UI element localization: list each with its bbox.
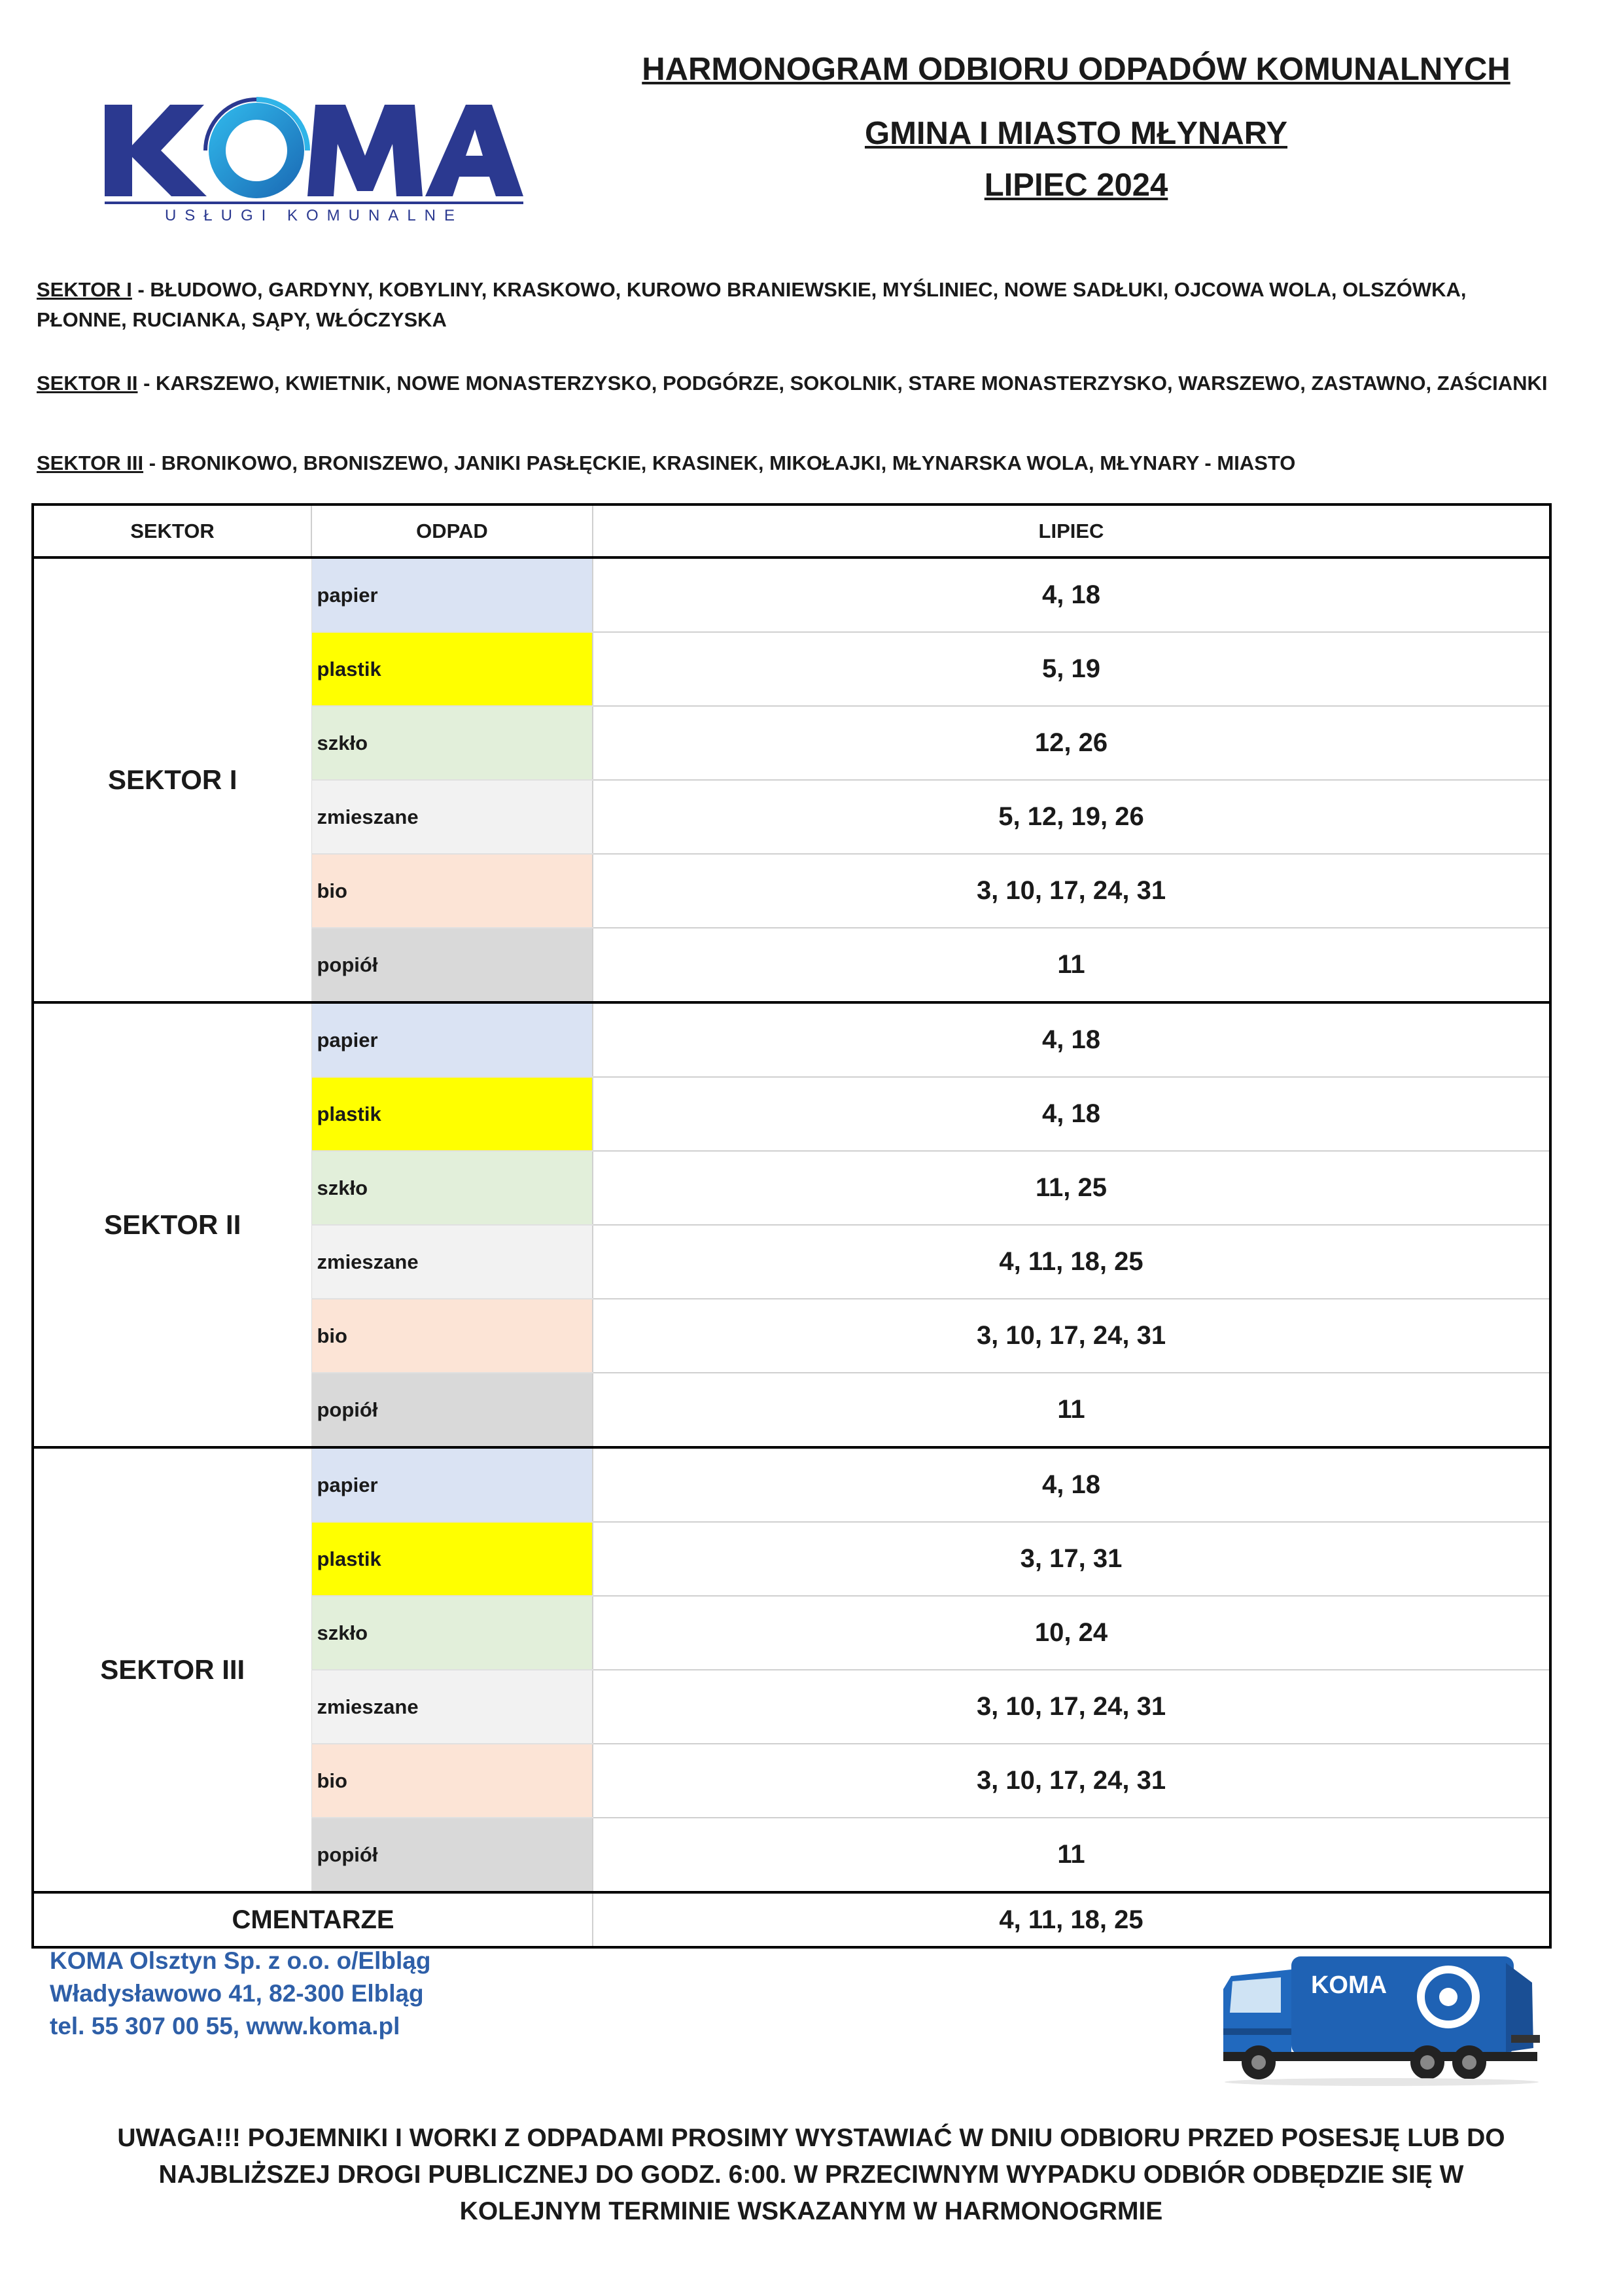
pickup-dates-cell: 5, 19 [593,632,1550,706]
waste-type-cell: papier [311,557,593,632]
waste-type-cell: popiół [311,1373,593,1447]
sector-1-label: SEKTOR I [37,278,132,301]
sector-cell: SEKTOR III [33,1447,311,1892]
waste-type-cell: plastik [311,1077,593,1151]
notice-line-3: KOLEJNYM TERMINIE WSKAZANYM W HARMONOGRMIE [459,2197,1163,2225]
notice-line-2: NAJBLIŻSZEJ DROGI PUBLICZNEJ DO GODZ. 6:00. W PRZECIWNYM WYPADKU ODBIÓR ODBĘDZIE SIĘ W [158,2161,1464,2189]
waste-type-cell: papier [311,1447,593,1522]
pickup-dates-cell: 3, 10, 17, 24, 31 [593,1744,1550,1818]
waste-type-cell: zmieszane [311,780,593,854]
waste-type-cell: plastik [311,1522,593,1596]
pickup-dates-cell: 4, 18 [593,1077,1550,1151]
waste-type-cell: szkło [311,1151,593,1225]
koma-logo [105,85,523,222]
cemetery-label: CMENTARZE [33,1892,593,1947]
waste-type-cell: zmieszane [311,1225,593,1299]
pickup-dates-cell: 3, 10, 17, 24, 31 [593,1670,1550,1744]
pickup-dates-cell: 4, 18 [593,1447,1550,1522]
pickup-dates-cell: 4, 18 [593,1002,1550,1077]
company-name: KOMA Olsztyn Sp. z o.o. o/Elbląg [50,1947,431,1974]
pickup-dates-cell: 10, 24 [593,1596,1550,1670]
waste-type-cell: szkło [311,1596,593,1670]
sector-2-places: - KARSZEWO, KWIETNIK, NOWE MONASTERZYSKO, PODGÓRZE, SOKOLNIK, STARE MONASTERZYSKO, WARSZEWO, ZASTAWNO, ZAŚCIANKI [137,372,1548,395]
truck-brand: KOMA [1310,1971,1387,1999]
waste-type-cell: papier [311,1002,593,1077]
pickup-dates-cell: 4, 18 [593,557,1550,632]
waste-type-cell: zmieszane [311,1670,593,1744]
pickup-dates-cell: 12, 26 [593,706,1550,780]
waste-type-cell: bio [311,1744,593,1818]
sector-1-description [37,275,1554,335]
pickup-dates-cell: 11 [593,1818,1550,1892]
sector-1-places: - BŁUDOWO, GARDYNY, KOBYLINY, KRASKOWO, KUROWO BRANIEWSKIE, MYŚLINIEC, NOWE SADŁUKI, OJCOWA WOLA, OLSZÓWKA, PŁONNE, RUCIANKA, SĄPY, WŁÓCZYSKA [37,278,1467,331]
waste-type-cell: popiół [311,928,593,1002]
pickup-dates-cell: 3, 10, 17, 24, 31 [593,1299,1550,1373]
table-row [33,1447,1550,1522]
sector-cell: SEKTOR I [33,557,311,1002]
sector-2-description [37,368,1554,398]
pickup-dates-cell: 3, 17, 31 [593,1522,1550,1596]
waste-type-cell: plastik [311,632,593,706]
header-sector: SEKTOR [33,504,311,557]
garbage-truck-icon [1218,1937,1545,2087]
pickup-dates-cell: 5, 12, 19, 26 [593,780,1550,854]
sector-3-places: - BRONIKOWO, BRONISZEWO, JANIKI PASŁĘCKIE, KRASINEK, MIKOŁAJKI, MŁYNARSKA WOLA, MŁYNARY - MIASTO [143,451,1296,474]
page-title: HARMONOGRAM ODBIORU ODPADÓW KOMUNALNYCH [642,52,1510,87]
pickup-dates-cell: 11, 25 [593,1151,1550,1225]
notice [79,2120,1544,2230]
company-address: Władysławowo 41, 82-300 Elbląg [50,1980,424,2007]
header-month: LIPIEC [593,504,1550,557]
municipality-title: GMINA I MIASTO MŁYNARY [864,116,1288,151]
pickup-dates-cell: 11 [593,928,1550,1002]
waste-type-cell: szkło [311,706,593,780]
waste-type-cell: popiół [311,1818,593,1892]
notice-line-1: UWAGA!!! POJEMNIKI I WORKI Z ODPADAMI PROSIMY WYSTAWIAĆ W DNIU ODBIORU PRZED POSESJĘ LUB DO [117,2124,1505,2152]
waste-type-cell: bio [311,1299,593,1373]
company-contact: tel. 55 307 00 55, www.koma.pl [50,2013,400,2040]
table-row [33,557,1550,632]
logo-tagline: USŁUGI KOMUNALNE [164,207,464,222]
company-info [50,1945,430,2043]
month-title: LIPIEC 2024 [984,168,1168,203]
sector-3-label: SEKTOR III [37,451,144,474]
header-waste: ODPAD [311,504,593,557]
cemetery-dates: 4, 11, 18, 25 [593,1892,1550,1947]
schedule-table [31,503,1552,1949]
waste-type-cell: bio [311,854,593,928]
sector-cell: SEKTOR II [33,1002,311,1447]
pickup-dates-cell: 4, 11, 18, 25 [593,1225,1550,1299]
pickup-dates-cell: 11 [593,1373,1550,1447]
pickup-dates-cell: 3, 10, 17, 24, 31 [593,854,1550,928]
sector-2-label: SEKTOR II [37,372,138,395]
sector-3-description [37,448,1554,478]
table-row [33,1002,1550,1077]
